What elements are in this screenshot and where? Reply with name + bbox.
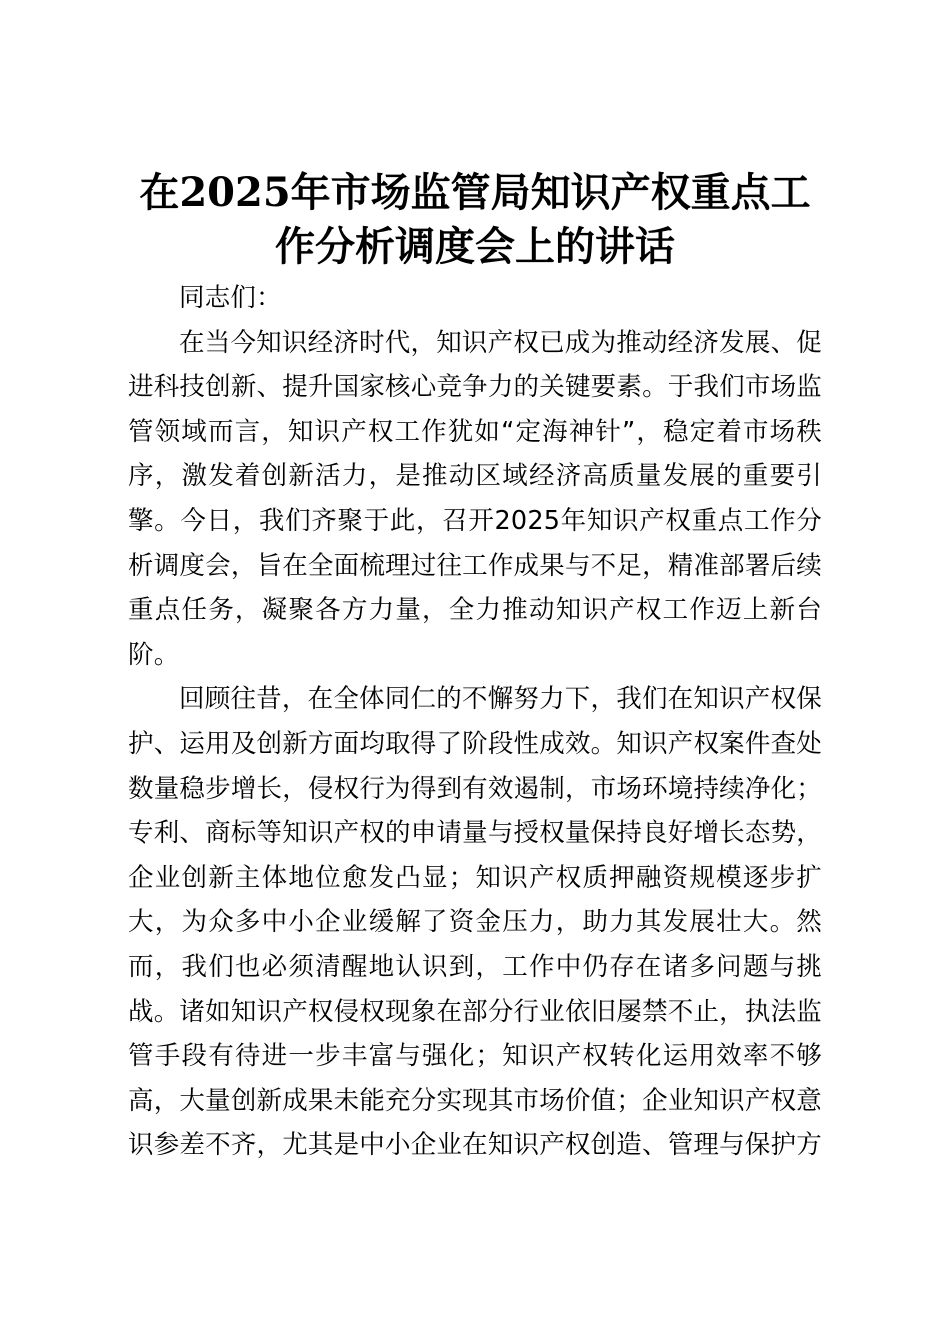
- paragraph-review: 回顾往昔，在全体同仁的不懈努力下，我们在知识产权保护、运用及创新方面均取得了阶段性成效。知识产权案件查处数量稳步增长，侵权行为得到有效遏制，市场环境持续净化；专利、商标等知识产权的申请量与授权量保持良好增长态势，企业创新主体地位愈发凸显；知识产权质押融资规模逐步扩大，为众多中小企业缓解了资金压力，助力其发展壮大。然而，我们也必须清醒地认识到，工作中仍存在诸多问题与挑战。诸如知识产权侵权现象在部分行业依旧屡禁不止，执法监管手段有待进一步丰富与强化；知识产权转化运用效率不够高，大量创新成果未能充分实现其市场价值；企业知识产权意识参差不齐，尤其是中小企业在知识产权创造、管理与保护方: [128, 684, 822, 1161]
- salutation: 同志们：: [179, 283, 282, 313]
- document-body: [128, 276, 822, 1168]
- paragraph-intro: 在当今知识经济时代，知识产权已成为推动经济发展、促进科技创新、提升国家核心竞争力的关键要素。于我们市场监管领域而言，知识产权工作犹如“定海神针”，稳定着市场秩序，激发着创新活力，是推动区域经济高质量发展的重要引擎。今日，我们齐聚于此，召开2025年知识产权重点工作分析调度会，旨在全面梳理过往工作成果与不足，精准部署后续重点任务，凝聚各方力量，全力推动知识产权工作迈上新台阶。: [128, 327, 822, 670]
- page-title: 在2025年市场监管局知识产权重点工作分析调度会上的讲话: [139, 169, 811, 270]
